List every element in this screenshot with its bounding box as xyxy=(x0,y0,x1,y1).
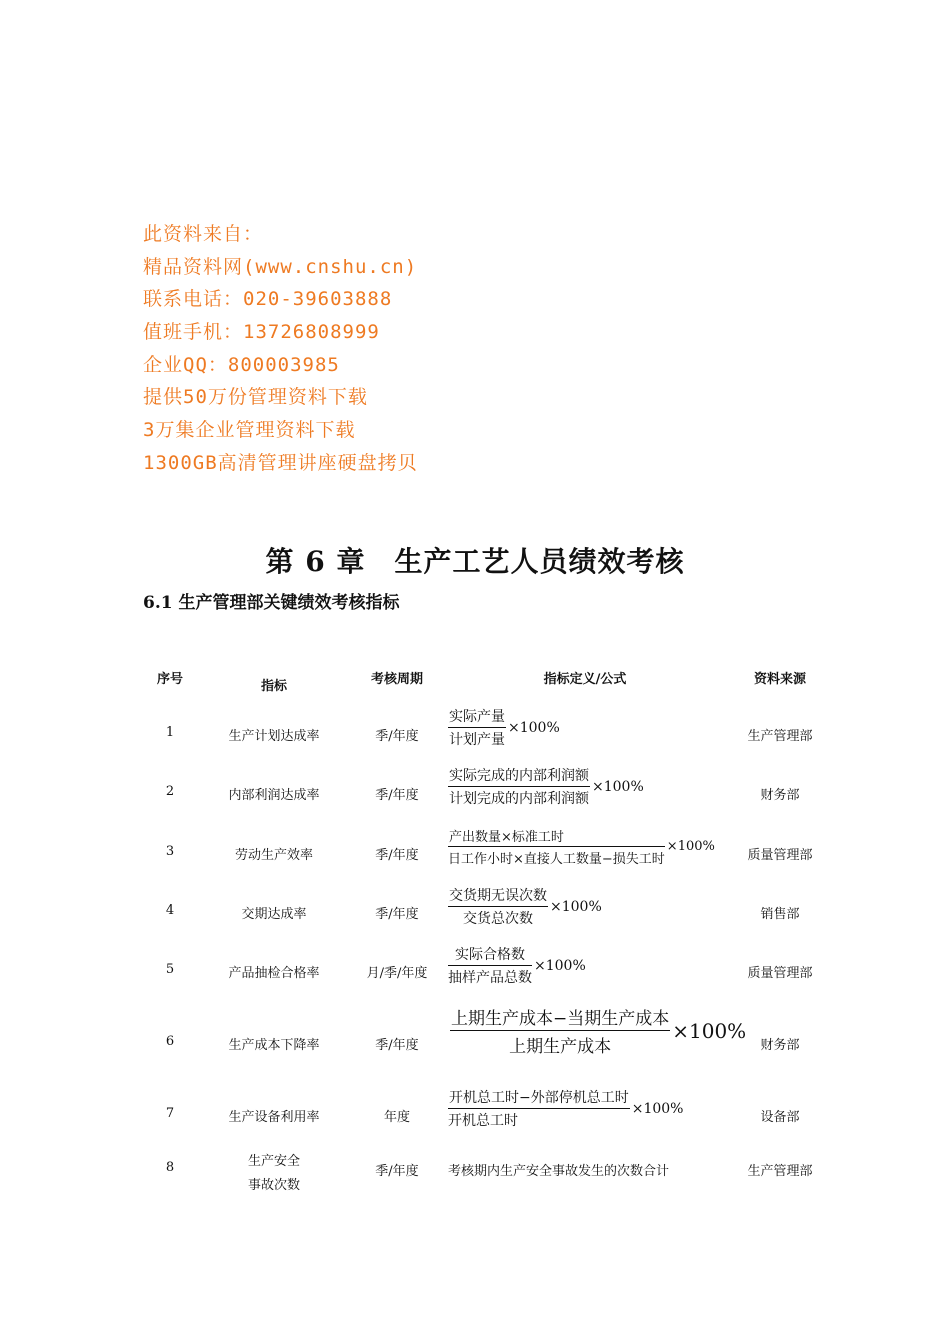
table-row xyxy=(0,826,950,882)
row-formula xyxy=(448,1087,684,1130)
row-period: 季/年度 xyxy=(375,1038,419,1053)
header-indicator: 指标 xyxy=(260,679,287,694)
row-formula xyxy=(448,885,602,928)
row-source: 质量管理部 xyxy=(747,966,813,981)
row-source: 设备部 xyxy=(760,1110,800,1125)
row-period: 年度 xyxy=(383,1110,410,1125)
formula-fraction xyxy=(450,1004,670,1057)
row-indicator: 交期达成率 xyxy=(241,907,307,922)
row-source: 生产管理部 xyxy=(747,1164,813,1179)
formula-multiplier: ×100% xyxy=(666,839,715,854)
formula-denominator: 开机总工时 xyxy=(448,1113,518,1129)
table-row xyxy=(0,706,950,762)
row-source: 质量管理部 xyxy=(747,848,813,863)
formula-fraction xyxy=(448,706,506,749)
row-no: 4 xyxy=(165,903,175,918)
row-period: 季/年度 xyxy=(375,729,419,744)
formula-multiplier: ×100% xyxy=(508,719,560,736)
formula-fraction xyxy=(448,765,590,808)
formula-fraction xyxy=(448,944,532,987)
formula-denominator: 计划产量 xyxy=(449,732,505,748)
row-no: 2 xyxy=(165,784,175,799)
formula-denominator: 上期生产成本 xyxy=(509,1037,612,1057)
source-info-line: 企业QQ：800003985 xyxy=(143,353,340,376)
formula-numerator: 实际合格数 xyxy=(448,944,532,966)
formula-denominator: 抽样产品总数 xyxy=(448,970,532,986)
row-period: 季/年度 xyxy=(375,1164,419,1179)
source-info-line: 3万集企业管理资料下载 xyxy=(143,419,356,442)
formula-multiplier: ×100% xyxy=(534,957,586,974)
source-info-block xyxy=(143,218,418,480)
table-row xyxy=(0,944,950,1000)
row-period: 季/年度 xyxy=(375,788,419,803)
row-formula xyxy=(448,944,586,987)
row-no: 3 xyxy=(165,844,175,859)
formula-multiplier: ×100% xyxy=(672,1018,747,1043)
header-definition: 指标定义/公式 xyxy=(543,672,627,687)
header-source: 资料来源 xyxy=(753,672,806,687)
row-indicator: 生产设备利用率 xyxy=(228,1110,320,1125)
formula-numerator: 上期生产成本−当期生产成本 xyxy=(450,1004,670,1031)
row-indicator: 劳动生产效率 xyxy=(234,848,313,863)
formula-denominator: 日工作小时×直接人工数量−损失工时 xyxy=(448,852,665,867)
chapter-title: 第 6 章 生产工艺人员绩效考核 xyxy=(265,545,685,578)
table-row xyxy=(0,1150,950,1200)
header-no: 序号 xyxy=(156,672,183,687)
row-indicator: 生产成本下降率 xyxy=(228,1038,320,1053)
row-no: 7 xyxy=(165,1106,175,1121)
source-info-line: 1300GB高清管理讲座硬盘拷贝 xyxy=(143,451,418,474)
table-row xyxy=(0,1087,950,1143)
formula-multiplier: ×100% xyxy=(592,778,644,795)
row-no: 5 xyxy=(165,962,175,977)
table-row xyxy=(0,765,950,821)
source-info-line: 值班手机：13726808999 xyxy=(143,321,380,344)
row-period: 季/年度 xyxy=(375,907,419,922)
formula-denominator: 计划完成的内部利润额 xyxy=(449,791,589,807)
row-no: 1 xyxy=(165,725,175,740)
row-formula xyxy=(448,706,560,749)
row-indicator-line: 事故次数 xyxy=(247,1178,300,1193)
source-info-line: 联系电话：020-39603888 xyxy=(143,288,393,311)
row-source: 财务部 xyxy=(760,1038,800,1053)
row-formula xyxy=(450,1004,746,1057)
source-info-line: 提供50万份管理资料下载 xyxy=(143,386,368,409)
row-indicator xyxy=(214,1150,334,1198)
formula-numerator: 实际完成的内部利润额 xyxy=(448,765,590,787)
row-source: 财务部 xyxy=(760,788,800,803)
row-indicator: 内部利润达成率 xyxy=(228,788,320,803)
formula-multiplier: ×100% xyxy=(631,1100,684,1117)
formula-multiplier: ×100% xyxy=(550,898,602,915)
table-row xyxy=(0,885,950,941)
source-info-line: 此资料来自： xyxy=(143,223,264,245)
row-indicator: 产品抽检合格率 xyxy=(228,966,320,981)
row-indicator-line: 生产安全 xyxy=(247,1154,300,1169)
row-definition: 考核期内生产安全事故发生的次数合计 xyxy=(448,1164,670,1179)
header-period: 考核周期 xyxy=(370,672,423,687)
source-info-line: 精品资料网(www.cnshu.cn) xyxy=(143,255,418,278)
row-formula xyxy=(448,765,644,808)
formula-fraction xyxy=(448,1087,630,1130)
formula-numerator: 开机总工时−外部停机总工时 xyxy=(448,1087,630,1109)
row-indicator: 生产计划达成率 xyxy=(228,729,320,744)
formula-denominator: 交货总次数 xyxy=(463,911,533,927)
table-row xyxy=(0,1004,950,1074)
row-source: 销售部 xyxy=(760,907,800,922)
row-source: 生产管理部 xyxy=(747,729,813,744)
row-period: 季/年度 xyxy=(375,848,419,863)
row-no: 6 xyxy=(165,1034,175,1049)
row-formula xyxy=(448,826,715,867)
section-title: 6.1 生产管理部关键绩效考核指标 xyxy=(143,593,400,613)
formula-numerator: 产出数量×标准工时 xyxy=(448,826,665,847)
formula-numerator: 实际产量 xyxy=(448,706,506,728)
formula-fraction xyxy=(448,885,548,928)
row-no: 8 xyxy=(165,1160,175,1175)
formula-fraction xyxy=(448,826,665,867)
formula-numerator: 交货期无误次数 xyxy=(448,885,548,907)
row-period: 月/季/年度 xyxy=(366,966,428,981)
